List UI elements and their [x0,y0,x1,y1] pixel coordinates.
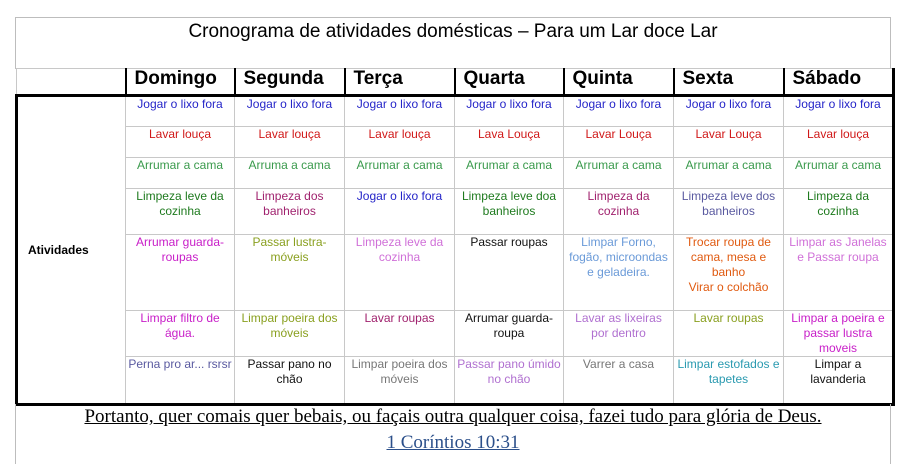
activity-text: Arrumar a cama [575,158,662,172]
activity-text: Passar lustra-móveis [252,235,327,264]
activity-cell [235,357,345,405]
day-header: Sexta [674,69,784,96]
activity-cell [345,311,455,357]
activity-cell [235,96,345,127]
activity-cell [564,311,674,357]
activity-text: Jogar o lixo fora [466,97,552,111]
activity-cell [674,235,784,311]
activity-text: Limpar poeira dos móveis [241,311,338,340]
activity-cell [455,127,564,158]
activity-text: Lavar roupas [364,311,435,325]
activity-cell [126,357,235,405]
activity-text: Arrumar guarda-roupa [464,311,554,340]
activity-cell [784,158,894,189]
activity-text: Limpar as Janelas e Passar roupa [789,235,887,264]
activity-text: Lavar roupas [693,311,764,325]
activity-text: Arrumar a cama [794,158,882,172]
activity-text: Limpar filtro de água. [140,311,220,340]
activity-cell [345,127,455,158]
activity-cell [455,96,564,127]
activity-cell [674,127,784,158]
activity-cell [784,96,894,127]
activity-text: Arrumar a cama [685,158,772,172]
activity-text: Jogar o lixo fora [137,97,223,111]
activity-cell [455,189,564,235]
activity-text: Jogar o lixo fora [795,97,881,111]
activity-text: Jogar o lixo fora [356,97,443,111]
activity-row [17,158,894,189]
activity-cell [235,235,345,311]
activity-text: Limpeza leve dos banheiros [681,189,776,218]
activity-cell [455,235,564,311]
activity-cell [564,235,674,311]
activity-text: Arrumar guarda- roupas [135,235,225,264]
activity-cell [784,189,894,235]
activity-cell [674,189,784,235]
title-box [15,17,891,69]
activity-cell [784,235,894,311]
activity-cell [674,96,784,127]
activity-text: Jogar o lixo fora [356,189,443,203]
activity-text: Lavar louça [368,127,431,141]
activity-text: Lava Louça [477,127,541,141]
activity-cell [674,158,784,189]
activity-cell [564,96,674,127]
activity-text: Lavar Louça [695,127,762,141]
activity-cell [126,127,235,158]
activity-cell [235,158,345,189]
activity-cell [126,311,235,357]
activity-row [17,189,894,235]
activity-text: Passar roupas [470,235,548,249]
activity-cell [235,127,345,158]
activity-text: Limpar Forno, fogão, microondas e geladeira. [569,235,668,279]
activity-text: Arruma a cama [248,158,331,172]
activity-cell [564,127,674,158]
activity-text: Arrumar a cama [136,158,224,172]
activity-text: Lavar louça [806,127,870,141]
quote-reference-link[interactable]: 1 Coríntios 10:31 [386,432,520,453]
activity-row [17,311,894,357]
bible-quote [15,404,891,456]
activity-cell [345,158,455,189]
activity-text: Lavar louça [148,127,212,141]
activity-text: Perna pro ar... rsrsr [128,357,232,371]
activity-cell [126,158,235,189]
activity-text: Lavar louça [258,127,321,141]
activity-cell [345,235,455,311]
activity-cell [235,189,345,235]
activity-row [17,235,894,311]
activity-cell [564,357,674,405]
activity-cell [784,357,894,405]
activity-cell [455,357,564,405]
activity-text: Limpeza leve doa banheiros [461,189,557,218]
activity-text: Arrumar a cama [465,158,553,172]
day-header: Quarta [455,69,564,96]
activity-text: Jogar o lixo fora [685,97,772,111]
activity-text: Passar pano no chão [247,357,332,386]
activity-text: Lavar as lixeiras por dentro [575,311,662,340]
activity-text: Limpar a lavanderia [810,357,866,386]
day-header: Sábado [784,69,894,96]
activity-text: Lavar Louça [585,127,652,141]
day-header: Segunda [235,69,345,96]
activity-cell [455,311,564,357]
activity-cell [784,311,894,357]
activity-cell [784,127,894,158]
activity-cell [674,357,784,405]
activity-text: Limpeza leve da cozinha [136,189,224,218]
activity-row [17,127,894,158]
activity-text: Arrumar a cama [356,158,443,172]
activity-text: Jogar o lixo fora [246,97,333,111]
activity-text: Limpeza dos banheiros [255,189,324,218]
activity-text: Limpar a poeira e passar lustra moveis [791,311,885,355]
activity-cell [126,189,235,235]
day-header: Quinta [564,69,674,96]
header-row [17,69,894,96]
activity-text: Limpar estofados e tapetes [677,357,780,386]
activity-text: Limpeza da cozinha [806,189,870,218]
activity-text: Jogar o lixo fora [575,97,662,111]
activity-text: Limpeza leve da cozinha [355,235,444,264]
activity-row [17,96,894,127]
activity-cell [345,96,455,127]
activity-cell [674,311,784,357]
activity-cell [455,158,564,189]
activity-cell [345,357,455,405]
activity-cell [345,189,455,235]
day-header: Domingo [126,69,235,96]
activity-row [17,357,894,405]
activity-text: Limpeza da cozinha [587,189,650,218]
day-header: Terça [345,69,455,96]
activity-cell [126,235,235,311]
activity-cell [564,158,674,189]
row-label: Atividades [17,96,126,405]
activity-cell [126,96,235,127]
activity-text-secondary: Virar o colchão [688,280,769,294]
page-title: Cronograma de atividades domésticas – Para um Lar doce Lar [188,21,718,42]
activity-text: Trocar roupa de cama, mesa e banho [686,235,771,279]
quote-text: Portanto, quer comais quer bebais, ou façais outra qualquer coisa, fazei tudo para glória de Deus. [84,406,822,427]
schedule-table [15,68,895,406]
activity-cell [564,189,674,235]
activity-text: Passar pano úmido no chão [457,357,561,386]
header-empty-cell [17,69,126,96]
activity-cell [235,311,345,357]
activity-text: Limpar poeira dos móveis [351,357,448,386]
activity-text: Varrer a casa [582,357,655,371]
